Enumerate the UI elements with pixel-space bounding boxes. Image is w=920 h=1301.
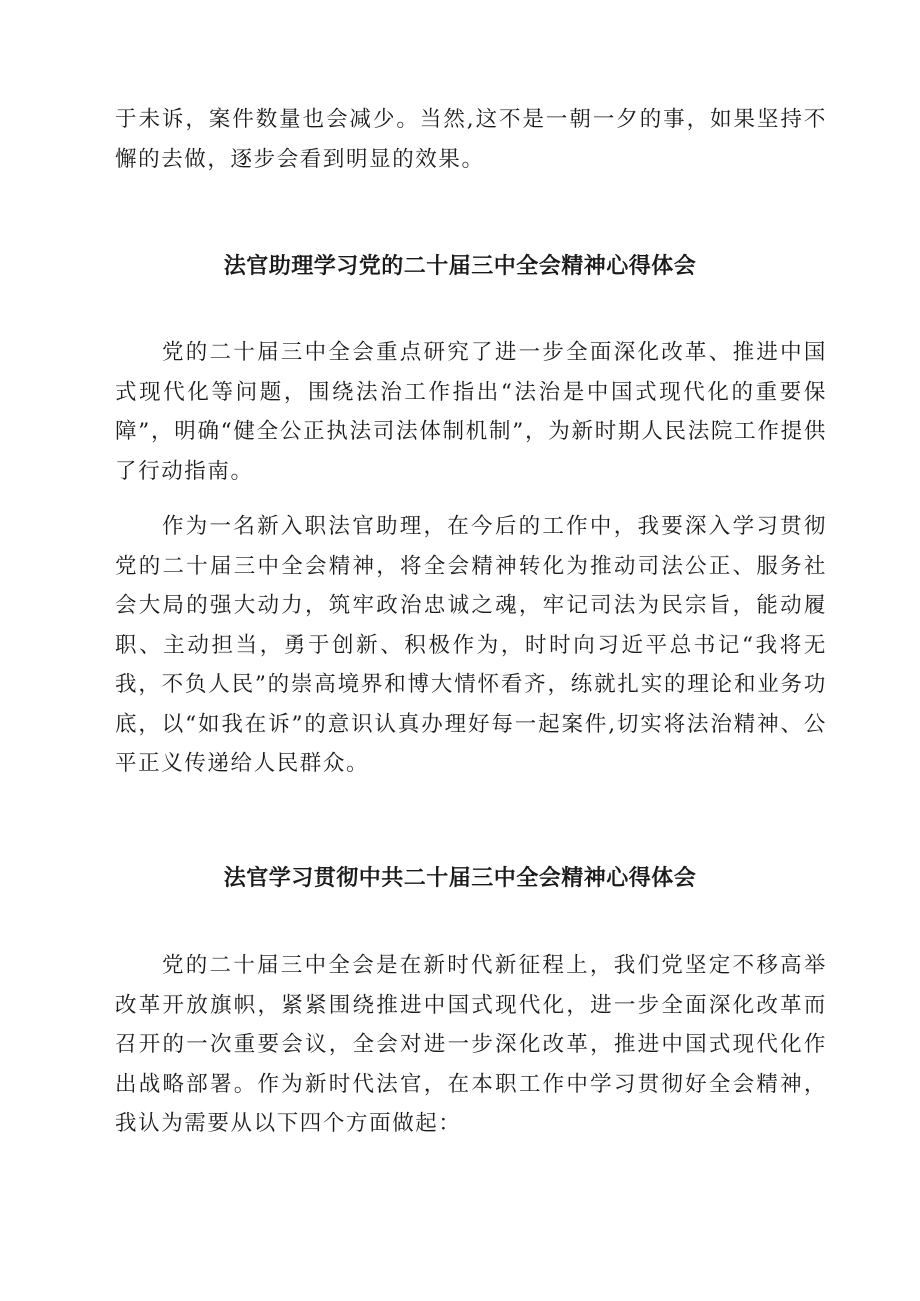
section-1-paragraph-2: 作为一名新入职法官助理，在今后的工作中，我要深入学习贯彻党的二十届三中全会精神，将全会精神转化为推动司法公正、服务社会大局的强大动力，筑牢政治忠诚之魂，牢记司法为民宗旨，能动履职、主动担当，勇于创新、积极作为，时时向习近平总书记“我将无我，不负人民”的崇高境界和博大情怀看齐，练就扎实的理论和业务功底，以“如我在诉”的意识认真办理好每一起案件,切实将法治精神、公平正义传递给人民群众。 — [115, 514, 827, 776]
section-heading-2: 法官学习贯彻中共二十届三中全会精神心得体会 — [223, 866, 697, 891]
section-heading-1: 法官助理学习党的二十届三中全会精神心得体会 — [223, 254, 697, 279]
section-1-paragraph-1: 党的二十届三中全会重点研究了进一步全面深化改革、推进中国式现代化等问题，围绕法治工作指出“法治是中国式现代化的重要保障”，明确“健全公正执法司法体制机制”，为新时期人民法院工作提供了行动指南。 — [115, 340, 827, 484]
paragraph-continuation: 于未诉，案件数量也会减少。当然,这不是一朝一夕的事，如果坚持不懈的去做，逐步会看到明显的效果。 — [115, 107, 827, 172]
section-2-paragraph-1: 党的二十届三中全会是在新时代新征程上，我们党坚定不移高举改革开放旗帜，紧紧围绕推进中国式现代化，进一步全面深化改革而召开的一次重要会议，全会对进一步深化改革，推进中国式现代化作出战略部署。作为新时代法官，在本职工作中学习贯彻好全会精神，我认为需要从以下四个方面做起： — [115, 953, 827, 1136]
